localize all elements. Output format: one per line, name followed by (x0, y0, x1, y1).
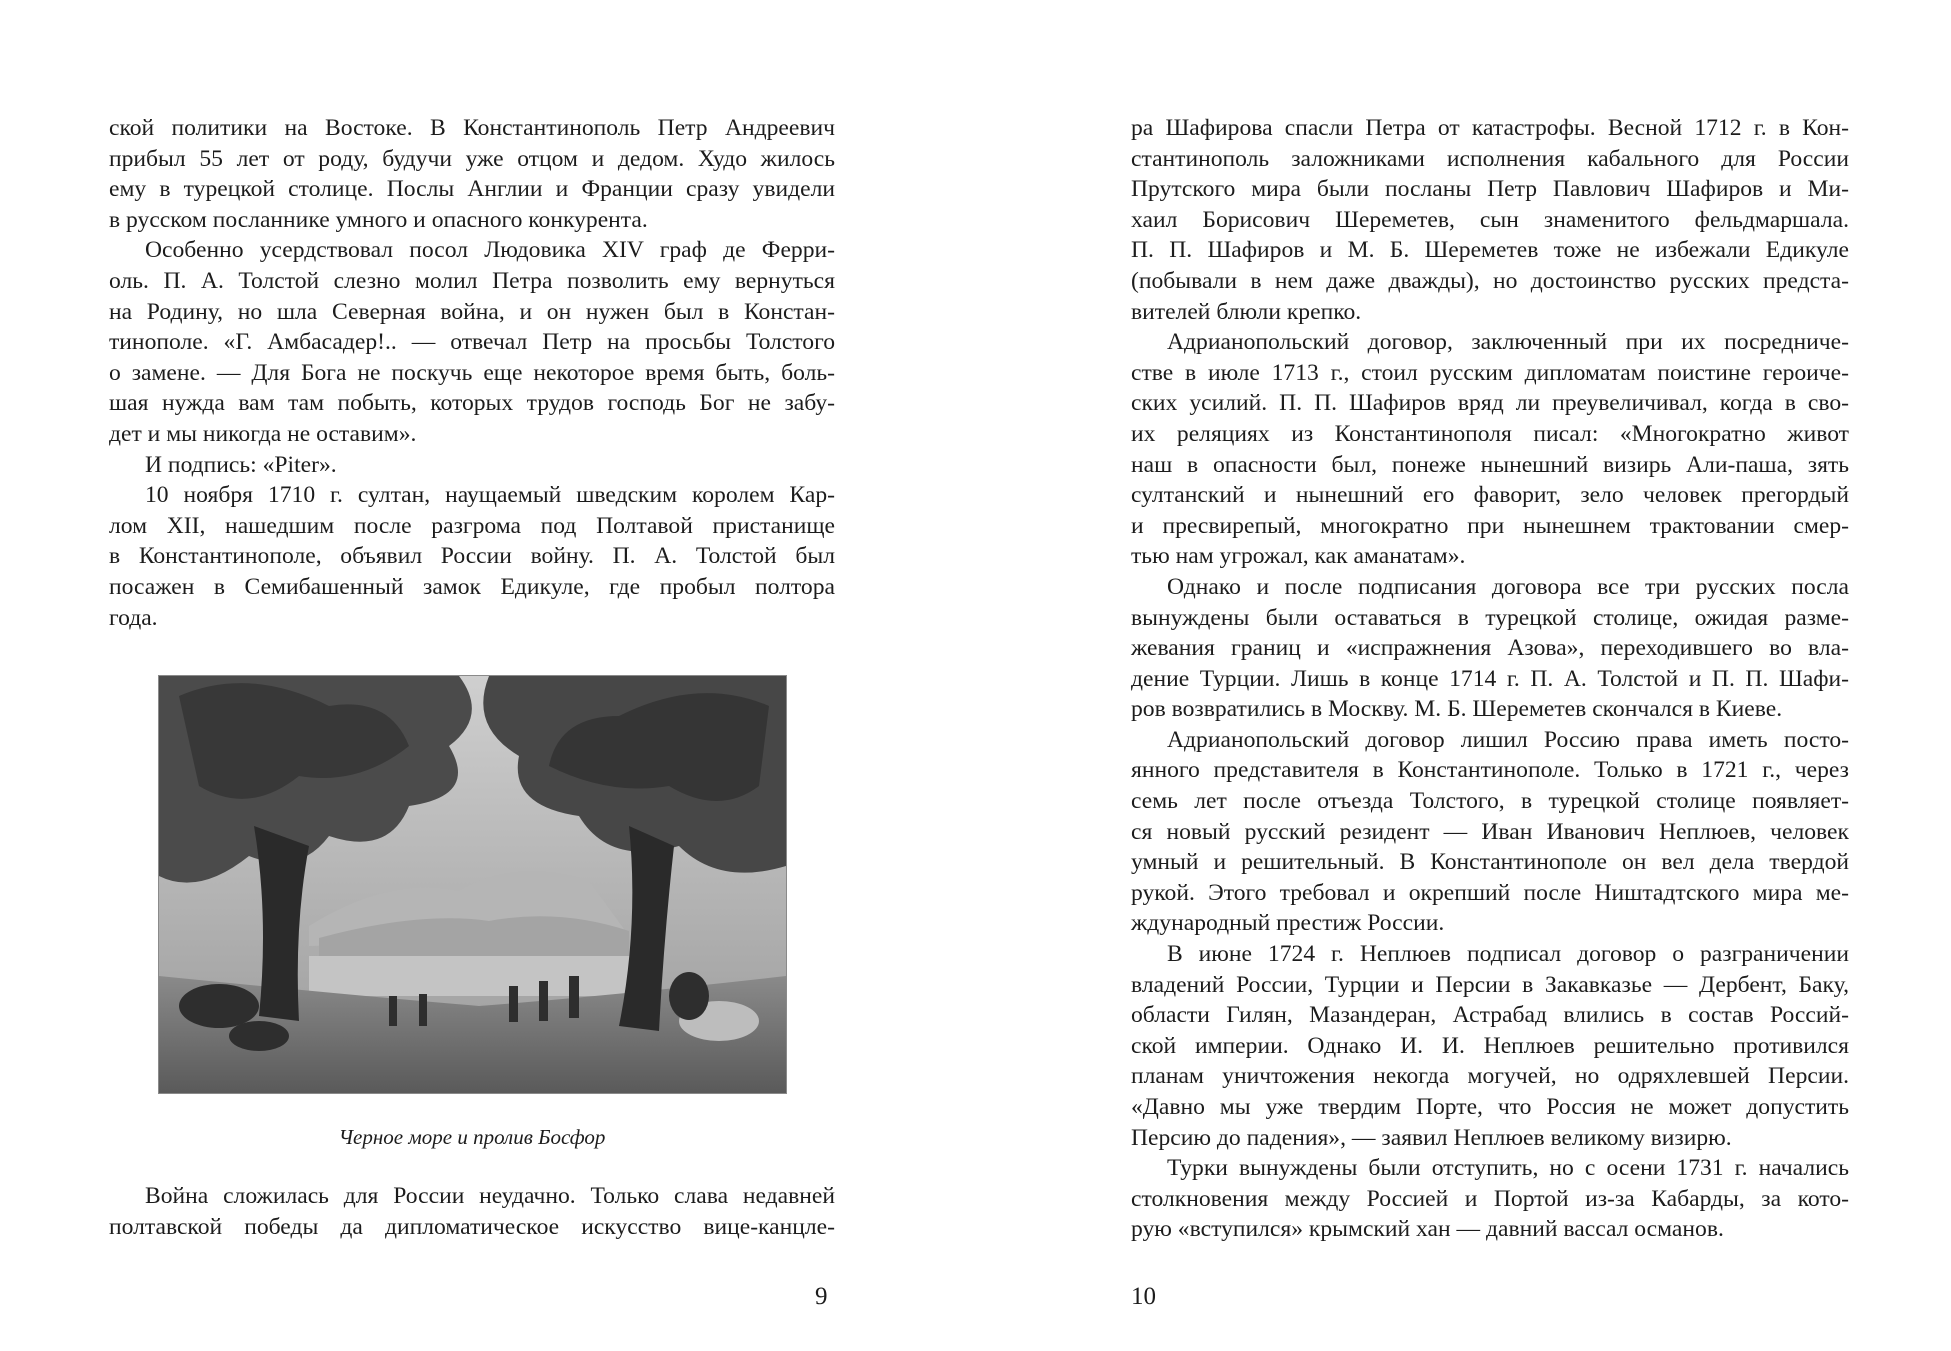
text-line: оль. П. А. Толстой слезно молил Петра позволить ему вернуться (109, 267, 835, 294)
text-line: ждународный престиж России. (1131, 910, 1445, 937)
text-line: И подпись: «Piter». (145, 451, 337, 478)
page-number-right: 10 (1131, 1283, 1156, 1310)
text-line: Адрианопольский договор, заключенный при их посредниче- (1167, 329, 1849, 356)
text-line: планам уничтожения некогда могучей, но одряхлевшей Персии. (1131, 1063, 1849, 1090)
engraving-illustration (158, 675, 787, 1094)
bosphorus-engraving-image (159, 676, 786, 1093)
text-line: и пресвирепый, многократно при нынешнем трактовании смер- (1131, 512, 1849, 539)
text-line: в русском посланнике умного и опасного конкурента. (109, 206, 648, 233)
text-line: в Константинополе, объявил России войну. П. А. Толстой был (109, 543, 835, 570)
text-line: области Гилян, Мазандеран, Астрабад влились в состав Россий- (1131, 1002, 1849, 1029)
text-line: семь лет после отъезда Толстого, в турецкой столице появляет- (1131, 788, 1849, 815)
text-line: полтавской победы да дипломатическое искусство вице-канцле- (109, 1213, 835, 1240)
text-line: Персию до падения», — заявил Неплюев великому визирю. (1131, 1124, 1732, 1151)
right-page-text (1131, 113, 1849, 1245)
text-line: Особенно усердствовал посол Людовика XIV граф де Ферри- (145, 237, 835, 264)
text-line: шая нужда вам там побыть, которых трудов господь Бог не забу- (109, 390, 835, 417)
text-line: лом XII, нашедшим после разгрома под Полтавой пристанище (109, 512, 835, 539)
text-line: «Давно мы уже твердим Порте, что Россия не может допустить (1131, 1094, 1849, 1120)
text-line: янного представителя в Константинополе. Только в 1721 г., через (1131, 757, 1849, 784)
text-line: столкновения между Россией и Портой из-за Кабарды, за кото- (1131, 1185, 1849, 1212)
text-line: ся новый русский резидент — Иван Иванович Неплюев, человек (1131, 818, 1849, 845)
text-line: ской политики на Востоке. В Константинополь Петр Андреевич (109, 115, 835, 141)
text-line: вынуждены были оставаться в турецкой столице, ожидая разме- (1131, 604, 1849, 631)
text-line: Война сложилась для России неудачно. Только слава недавней (145, 1183, 835, 1209)
text-line: Однако и после подписания договора все три русских посла (1167, 573, 1849, 600)
left-page-text-bottom (109, 1181, 835, 1242)
text-line: на Родину, но шла Северная война, и он нужен был в Констан- (109, 298, 835, 325)
left-page-text-top (109, 113, 835, 633)
text-line: Адрианопольский договор лишил Россию права иметь посто- (1167, 726, 1849, 753)
text-line: Прутского мира были посланы Петр Павлович Шафиров и Ми- (1131, 176, 1849, 203)
text-line: дение Турции. Лишь в конце 1714 г. П. А. Толстой и П. П. Шафи- (1131, 665, 1849, 692)
text-line: (побывали в нем даже дважды), но достоинство русских предста- (1131, 267, 1849, 294)
text-line: прибыл 55 лет от роду, будучи уже отцом и дедом. Худо жилось (109, 145, 835, 172)
text-line: султанский и нынешний его фаворит, зело человек прегордый (1131, 482, 1849, 509)
text-line: наш в опасности был, понеже нынешний визирь Али-паша, зять (1131, 451, 1849, 478)
text-line: П. П. Шафиров и М. Б. Шереметев тоже не избежали Едикуле (1131, 237, 1849, 264)
text-line: умный и решительный. В Константинополе он вел дела твердой (1131, 849, 1849, 876)
text-line: ских усилий. П. П. Шафиров вряд ли преувеличивал, когда в сво- (1131, 390, 1849, 417)
text-line: стве в июле 1713 г., стоил русским дипломатам поистине героиче- (1131, 359, 1849, 386)
text-line: тью нам угрожал, как аманатам». (1131, 543, 1466, 570)
text-line: стантинополь заложниками исполнения кабального для России (1131, 145, 1849, 172)
text-line: В июне 1724 г. Неплюев подписал договор о разграничении (1167, 941, 1849, 968)
text-line: рую «вступился» крымский хан — давний вассал османов. (1131, 1216, 1724, 1243)
figure-caption: Черное море и пролив Босфор (338, 1125, 606, 1149)
text-line: рукой. Этого требовал и окрепший после Ништадтского мира ме- (1131, 879, 1849, 906)
text-line: 10 ноября 1710 г. султан, наущаемый шведским королем Кар- (145, 482, 835, 509)
text-line: владений России, Турции и Персии в Закавказье — Дербент, Баку, (1131, 971, 1849, 998)
text-line: хаил Борисович Шереметев, сын знаменитого фельдмаршала. (1131, 206, 1849, 233)
text-line: вителей блюли крепко. (1131, 298, 1362, 325)
text-line: года. (109, 604, 158, 631)
text-line: ров возвратились в Москву. М. Б. Шереметев скончался в Киеве. (1131, 696, 1783, 723)
text-line: дет и мы никогда не оставим». (109, 420, 417, 447)
page-number-left: 9 (815, 1283, 828, 1310)
text-line: о замене. — Для Бога не поскучь еще некоторое время быть, боль- (109, 359, 835, 386)
text-line: их реляциях из Константинополя писал: «Многократно живот (1131, 420, 1849, 447)
text-line: тинополе. «Г. Амбасадер!.. — отвечал Петр на просьбы Толстого (109, 329, 835, 356)
text-line: ской империи. Однако И. И. Неплюев решительно противился (1131, 1032, 1849, 1059)
text-line: Турки вынуждены были отступить, но с осени 1731 г. начались (1167, 1155, 1849, 1182)
text-line: ему в турецкой столице. Послы Англии и Франции сразу увидели (109, 176, 835, 203)
text-line: жевания границ и «испражнения Азова», переходившего во вла- (1131, 635, 1849, 662)
text-line: ра Шафирова спасли Петра от катастрофы. Весной 1712 г. в Кон- (1131, 115, 1849, 141)
text-line: посажен в Семибашенный замок Едикуле, где пробыл полтора (109, 573, 835, 600)
